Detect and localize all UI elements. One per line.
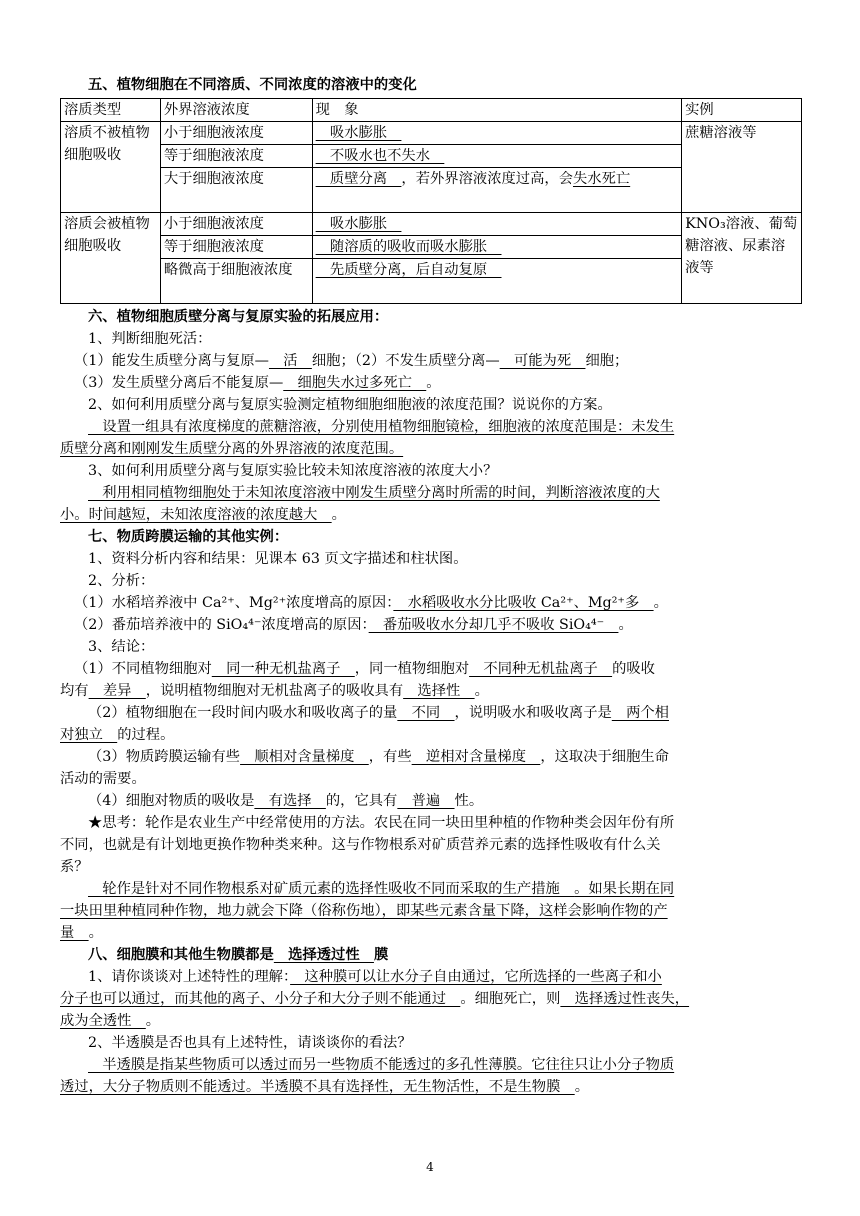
answer-line — [60, 922, 804, 944]
answer-blank: 选择透过性丧失， — [560, 991, 690, 1007]
answer-blank: 吸水膨胀 — [315, 125, 402, 141]
page-number: 4 — [426, 1160, 434, 1174]
text: 。 — [474, 683, 489, 699]
paragraph: 3、结论： — [88, 639, 155, 655]
paragraph — [60, 724, 804, 746]
text: 。细胞死亡，则 — [460, 991, 561, 1007]
answer-line: 质壁分离和刚刚发生质壁分离的外界溶液的浓度范围。 — [60, 441, 404, 457]
paragraph — [60, 790, 804, 812]
answer-blank: 随溶质的吸收而吸水膨胀 — [315, 239, 502, 255]
document-page — [60, 74, 804, 1098]
answer-blank: 小。时间越短，未知浓度溶液的浓度越大 — [60, 507, 332, 523]
text: （1）能发生质壁分离与复原— — [74, 353, 269, 369]
answer-blank: 两个相 — [611, 705, 669, 721]
text: ，这取决于细胞生命 — [540, 749, 669, 765]
think-question: 系？ — [60, 859, 89, 875]
section-5-title: 五、植物细胞在不同溶质、不同浓度的溶液中的变化 — [88, 77, 417, 93]
answer-blank: 差异 — [88, 683, 146, 699]
concentration-cell — [160, 122, 312, 213]
text: 1、请你谈谈对上述特性的理解： — [88, 969, 291, 985]
phenomenon-item — [313, 122, 681, 145]
answer-blank: 失水死亡 — [572, 171, 631, 187]
answer-blank: 成为全透性 — [60, 1013, 146, 1029]
answer-blank: 这种膜可以让水分子自由通过，它所选择的一些离子和小 — [290, 969, 662, 985]
text: 的吸收 — [612, 661, 655, 677]
section-7-title: 七、物质跨膜运输的其他实例： — [88, 529, 289, 545]
answer-blank: 透过，大分子物质则不能透过。半透膜不具有选择性，无生物活性，不是生物膜 — [60, 1079, 575, 1095]
table-row — [61, 122, 802, 213]
answer-blank: 分子也可以通过，而其他的离子、小分子和大分子则不能通过 — [60, 991, 461, 1007]
phenomenon-item — [313, 213, 681, 236]
paragraph: 2、半透膜是否也具有上述特性，请谈谈你的看法？ — [88, 1035, 412, 1051]
answer-blank: 普遍 — [397, 793, 455, 809]
think-question: 不同，也就是有计划地更换作物种类来种。这与作物根系对矿质营养元素的选择性吸收有什么关 — [60, 837, 661, 853]
text: 。 — [145, 1013, 161, 1029]
example-cell: KNO₃溶液、葡萄糖溶液、尿素溶液等 — [682, 213, 802, 304]
paragraph — [60, 1010, 804, 1032]
answer-blank: 可能为死 — [499, 353, 586, 369]
answer-blank: 不同种无机盐离子 — [469, 661, 613, 677]
text: （4）细胞对物质的吸收是 — [88, 793, 255, 809]
answer-blank: 质壁分离 — [315, 171, 402, 187]
table-header-row — [61, 99, 802, 122]
paragraph — [60, 372, 804, 394]
text: （3）物质跨膜运输有些 — [88, 749, 241, 765]
phenomenon-cell — [312, 213, 681, 304]
answer-blank: 水稻吸收水分比吸收 Ca²⁺、Mg²⁺多 — [393, 595, 654, 611]
text: 八、细胞膜和其他生物膜都是 — [88, 947, 274, 963]
answer-blank: 逆相对含量梯度 — [411, 749, 541, 765]
answer-blank: 量 — [60, 925, 89, 941]
answer-blank: 同一种无机盐离子 — [211, 661, 355, 677]
text: 细胞；（2）不发生质壁分离— — [311, 353, 500, 369]
answer-blank: 。如果长期在同 — [574, 881, 675, 897]
text: ，说明吸水和吸收离子是 — [454, 705, 612, 721]
table-row — [61, 213, 802, 304]
text: 。 — [88, 925, 103, 941]
answer-blank: 细胞失水过多死亡 — [283, 375, 427, 391]
paragraph — [60, 966, 804, 988]
answer-blank: 活 — [268, 353, 312, 369]
answer-line: 利用相同植物细胞处于未知浓度溶液中刚发生质壁分离时所需的时间，判断溶液浓度的大 — [88, 485, 660, 501]
concentration-item: 等于细胞液浓度 — [161, 236, 312, 259]
paragraph — [60, 614, 804, 636]
phenomenon-item — [313, 236, 681, 259]
answer-blank: 不同 — [397, 705, 455, 721]
answer-blank: 不吸水也不失水 — [315, 148, 445, 164]
text: 的过程。 — [117, 727, 175, 743]
osmosis-table — [60, 98, 802, 304]
concentration-item: 大于细胞液浓度 — [163, 171, 264, 187]
answer-blank: 先质壁分离，后自动复原 — [315, 262, 502, 278]
concentration-cell — [160, 213, 312, 304]
section-6-title: 六、植物细胞质壁分离与复原实验的拓展应用： — [88, 309, 389, 325]
answer-line — [60, 1076, 804, 1098]
answer-blank: 对独立 — [60, 727, 118, 743]
text: 的，它具有 — [325, 793, 398, 809]
text: ，同一植物细胞对 — [354, 661, 470, 677]
think-question: ★思考：轮作是农业生产中经常使用的方法。农民在同一块田里种植的作物种类会因年份有所 — [88, 815, 675, 831]
text: 。 — [426, 375, 441, 391]
phenomenon-text: ，若外界溶液浓度过高，会 — [401, 171, 573, 187]
text: 均有 — [60, 683, 89, 699]
solute-type-cell: 溶质会被植物细胞吸收 — [61, 213, 161, 304]
concentration-item: 等于细胞液浓度 — [161, 145, 312, 168]
answer-blank: 选择性 — [403, 683, 475, 699]
paragraph — [60, 746, 804, 768]
solute-type-cell: 溶质不被植物细胞吸收 — [61, 122, 161, 213]
text: 。 — [618, 617, 633, 633]
phenomenon-cell — [312, 122, 681, 213]
table-header-cell: 实例 — [682, 99, 802, 122]
paragraph — [60, 702, 804, 724]
paragraph — [60, 680, 804, 702]
paragraph: 1、判断细胞死活： — [88, 331, 212, 347]
answer-line — [60, 878, 804, 900]
text: 。 — [653, 595, 668, 611]
paragraph — [60, 658, 804, 680]
paragraph: 2、分析： — [88, 573, 155, 589]
paragraph: 活动的需要。 — [60, 771, 146, 787]
section-8-title — [60, 944, 804, 966]
answer-blank: 轮作是针对不同作物根系对矿质元素的选择性吸收不同而采取的生产措施 — [88, 881, 575, 897]
text: 。 — [331, 507, 346, 523]
text: （2）植物细胞在一段时间内吸水和吸收离子的量 — [88, 705, 398, 721]
table-header-cell: 外界溶液浓度 — [160, 99, 312, 122]
paragraph: 2、如何利用质壁分离与复原实验测定植物细胞细胞液的浓度范围？说说你的方案。 — [88, 397, 612, 413]
paragraph: 3、如何利用质壁分离与复原实验比较未知浓度溶液的浓度大小？ — [88, 463, 498, 479]
concentration-item: 略微高于细胞液浓度 — [163, 262, 293, 278]
phenomenon-item — [313, 168, 681, 212]
paragraph: 1、资料分析内容和结果：见课本 63 页文字描述和柱状图。 — [88, 551, 468, 567]
text: （1）不同植物细胞对 — [74, 661, 212, 677]
paragraph — [60, 350, 804, 372]
answer-line: 半透膜是指某些物质可以透过而另一些物质不能透过的多孔性薄膜。它往往只让小分子物质 — [88, 1057, 675, 1073]
answer-blank: 吸水膨胀 — [315, 216, 402, 232]
text: （2）番茄培养液中的 SiO₄⁴⁻浓度增高的原因： — [74, 617, 369, 633]
text: 性。 — [454, 793, 484, 809]
text: （1）水稻培养液中 Ca²⁺、Mg²⁺浓度增高的原因： — [74, 595, 394, 611]
answer-blank: 有选择 — [254, 793, 326, 809]
paragraph — [60, 592, 804, 614]
example-cell: 蔗糖溶液等 — [682, 122, 802, 213]
text: ，有些 — [368, 749, 412, 765]
text: 膜 — [373, 947, 389, 963]
answer-line: 一块田里种植同种作物，地力就会下降（俗称伤地），即某些元素含量下降，这样会影响作物的产 — [60, 903, 668, 919]
phenomenon-item — [313, 259, 681, 303]
table-header-cell: 溶质类型 — [61, 99, 161, 122]
phenomenon-item — [313, 145, 681, 168]
answer-line: 设置一组具有浓度梯度的蔗糖溶液，分别使用植物细胞镜检，细胞液的浓度范围是：未发生 — [88, 419, 675, 435]
answer-blank: 顺相对含量梯度 — [240, 749, 369, 765]
concentration-item: 小于细胞液浓度 — [161, 122, 312, 145]
text: 细胞； — [585, 353, 629, 369]
text: ，说明植物细胞对无机盐离子的吸收具有 — [145, 683, 404, 699]
paragraph — [60, 504, 804, 526]
concentration-item: 小于细胞液浓度 — [161, 213, 312, 236]
table-header-cell: 现 象 — [312, 99, 681, 122]
answer-blank: 选择透过性 — [273, 947, 374, 963]
paragraph — [60, 988, 804, 1010]
text: （3）发生质壁分离后不能复原— — [74, 375, 284, 391]
text: 。 — [574, 1079, 589, 1095]
answer-blank: 番茄吸收水分却几乎不吸收 SiO₄⁴⁻ — [368, 617, 619, 633]
